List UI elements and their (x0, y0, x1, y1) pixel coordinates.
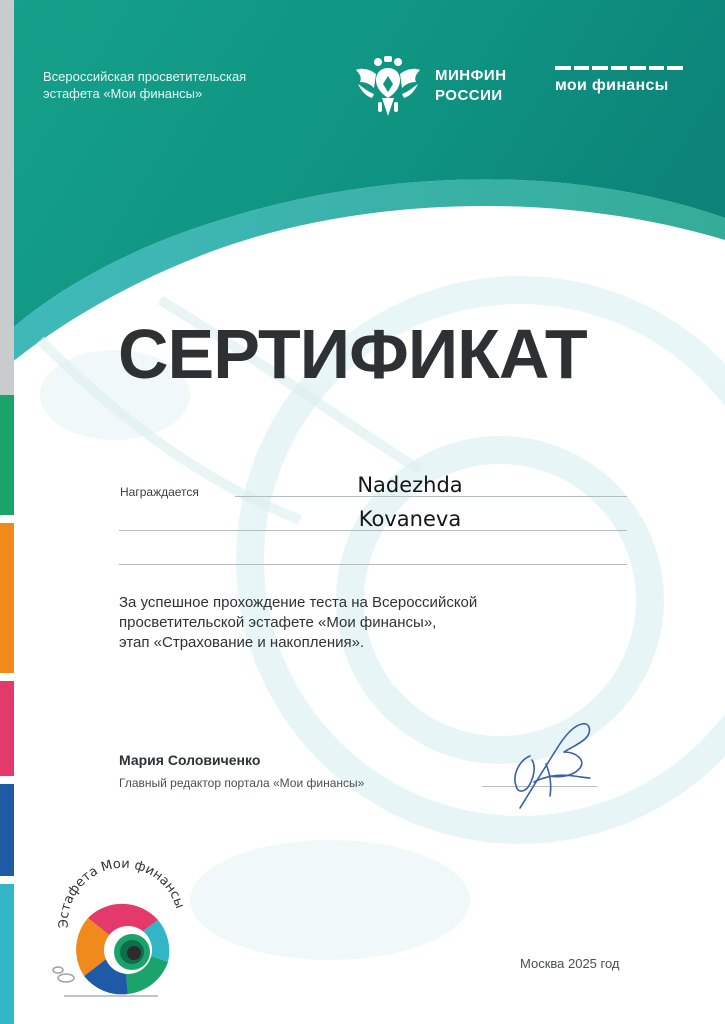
ministry-name (435, 66, 507, 106)
recipient-first-name: Nadezhda (357, 473, 463, 497)
recipient-line-2 (119, 530, 627, 531)
award-reason-line-1: За успешное прохождение теста на Всероссийской (119, 594, 478, 611)
strip-green (0, 395, 14, 515)
recipient-line-1 (235, 496, 627, 497)
award-reason-line-2: просветительской эстафете «Мои финансы», (119, 614, 437, 631)
recipient-last-name: Kovaneva (358, 507, 462, 531)
strip-blue (0, 784, 14, 876)
relay-line-2: эстафета «Мои финансы» (43, 86, 203, 101)
recipient-name (290, 468, 530, 536)
handwritten-signature (490, 716, 610, 816)
double-headed-eagle-icon (354, 54, 422, 118)
certificate-title: СЕРТИФИКАТ (118, 315, 587, 393)
award-label: Награждается (120, 485, 199, 499)
signer-role: Главный редактор портала «Мои финансы» (119, 776, 365, 790)
relay-logo (28, 858, 198, 1008)
strip-orange (0, 523, 14, 673)
city-year: Москва 2025 год (520, 956, 620, 971)
relay-name (43, 68, 303, 102)
strip-gray (0, 0, 14, 420)
award-reason (119, 593, 589, 653)
award-reason-line-3: этап «Страхование и накопления». (119, 634, 365, 651)
relay-line-1: Всероссийская просветительская (43, 69, 247, 84)
signer-name: Мария Соловиченко (119, 752, 261, 768)
recipient-line-3 (119, 564, 627, 565)
portal-logo-text: мои финансы (555, 77, 669, 94)
strip-pink (0, 681, 14, 776)
ministry-line-2: РОССИИ (435, 87, 503, 104)
ministry-line-1: МИНФИН (435, 67, 507, 84)
relay-logo-arc-text: Эстафета Мои финансы (56, 858, 188, 929)
portal-logo-dashes (555, 66, 683, 70)
portal-logo (555, 66, 683, 95)
strip-teal (0, 884, 14, 1024)
